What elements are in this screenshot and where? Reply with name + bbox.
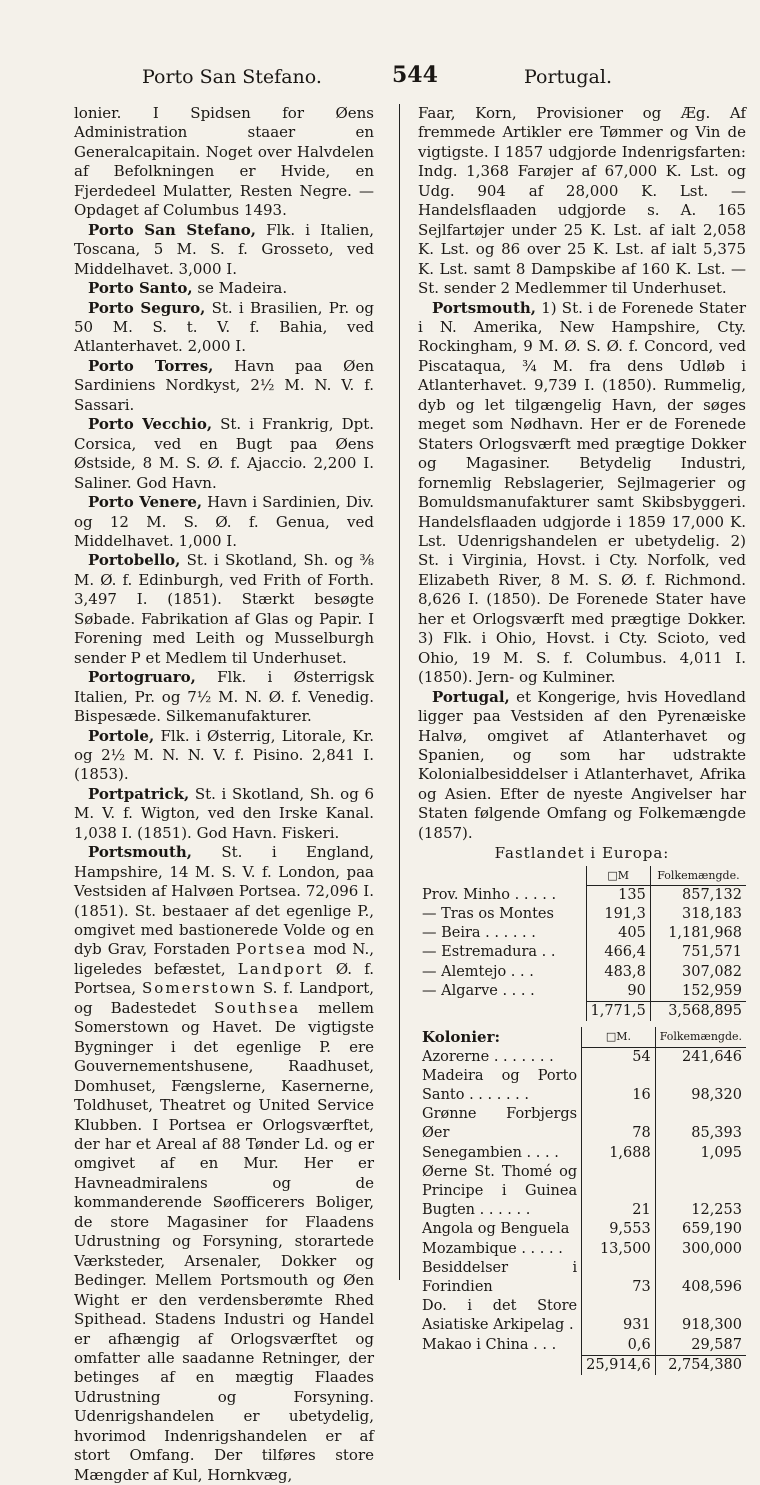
entry-text: Havn i Sardinien, Div. og 12 M. S. Ø. f. Genua, ved Middelhavet. 1,000 I. <box>74 493 374 550</box>
place-portsea: Portsea <box>236 940 308 959</box>
entry-text: mellem Somerstown og Havet. De vigtigste Bygninger i det egenlige P. ere Gouvernementshusene, Raadhuset, Domhuset, Fængslerne, Kasernerne, Toldhuset, Theatret og United Service Klubben. I Portsea er Orlogsværftet, der har et Areal af 88 Tønder Ld. og er omgivet af en Mur. Her er Havneadmiralens og de kommanderende Søofficerers Boliger, de store Magasiner for Flaadens Udrustning og Forsyning, storartede Værksteder, Arsenaler, Dokker og Bedinger. Mellem Portsmouth og Øen Wight er den verdensberømte Rhed Spithead. Stadens Industri og Handel er afhængig af Orlogsværftet og omfatter alle saadanne Retninger, der betinges af en mægtig Flaades Udrustning og Forsyning. Udenrigshandelen er ubetydelig, hvorimod Indenrigshandelen er af stort Omfang. Der tilføres store Mængder af Kul, Hornkvæg, <box>74 998 374 1484</box>
cell-name: — Algarve . . . . <box>422 983 535 1000</box>
table-row <box>418 1297 746 1335</box>
cell-area: 135 <box>586 885 650 905</box>
cell-area: 466,4 <box>586 943 650 962</box>
cell-name: Angola og Benguela <box>422 1221 570 1238</box>
table-total-row <box>418 1355 746 1375</box>
table-europe-title: Fastlandet i Europa: <box>494 844 670 863</box>
entry-text: St. i Skotland, Sh. og ⅜ M. Ø. f. Edinburgh, ved Frith of Forth. 3,497 I. (1851). Stærkt besøgte Søbade. Fabrikation af Glas og Papir. I Forening med Leith og Musselburgh sender P et Medlem til Underhuset. <box>74 551 374 667</box>
cell-area: 13,500 <box>582 1240 656 1259</box>
entry-text: Flk. i Østerrigsk Italien, Pr. og 7½ M. N. Ø. f. Venedig. Bispesæde. Silkemanufakturer. <box>74 668 374 726</box>
left-column <box>74 104 374 1485</box>
entry-headword: Portpatrick, <box>88 784 190 803</box>
running-header <box>74 62 742 94</box>
entry-porto-santo <box>74 279 374 298</box>
cell-area: 90 <box>586 982 650 1002</box>
table-row <box>418 1105 746 1143</box>
entry-portsmouth-america <box>418 299 746 688</box>
table-colonies-title: Kolonier: <box>422 1027 501 1046</box>
cell-area: 483,8 <box>586 963 650 982</box>
table-row <box>418 1047 746 1067</box>
cell-name: Madeira og Porto Santo . . . . . . . <box>422 1067 578 1103</box>
cell-area: 78 <box>582 1105 656 1143</box>
entry-porto-seguro <box>74 299 374 357</box>
cell-pop: 1,095 <box>655 1144 746 1163</box>
header-right: Portugal. <box>523 66 612 88</box>
cell-area: 9,553 <box>582 1220 656 1239</box>
table-row <box>418 1336 746 1356</box>
cell-area: 73 <box>582 1259 656 1297</box>
entry-headword: Portsmouth, <box>88 843 192 862</box>
entry-porto-vecchio <box>74 415 374 493</box>
columns <box>74 104 746 1484</box>
place-somerstown: Somerstown <box>142 979 257 998</box>
entry-text: St. i Brasilien, Pr. og 50 M. S. t. V. f. Bahia, ved Atlanterhavet. 2,000 I. <box>74 298 374 356</box>
table-europe-body <box>418 885 746 1001</box>
entry-headword: Portobello, <box>88 551 181 570</box>
total-population: 3,568,895 <box>650 1002 746 1022</box>
cell-pop: 918,300 <box>655 1297 746 1335</box>
cell-name: Do. i det Store Asiatiske Arkipelag . <box>422 1298 578 1334</box>
entry-headword: Porto Seguro, <box>88 298 206 317</box>
entry-text: Havn paa Øen Sardiniens Nordkyst, 2½ M. N. V. f. Sassari. <box>74 356 374 414</box>
cell-name: Azorerne . . . . . . . <box>422 1048 554 1065</box>
entry-continuation: lonier. I Spidsen for Øens Administration staaer en Generalcapitain. Noget over Halvdelen af Befolkningen er Hvide, en Fjerdedeel Mulatter, Resten Negre. — Opdaget af Columbus 1493. <box>74 104 374 220</box>
entry-text: Ø. f. Portsea, <box>74 959 374 998</box>
cell-pop: 408,596 <box>655 1259 746 1297</box>
place-landport: Landport <box>237 959 324 978</box>
table-header-row <box>418 1027 746 1047</box>
page-number: 544 <box>392 62 438 88</box>
cell-pop: 12,253 <box>655 1163 746 1221</box>
cell-area: 0,6 <box>582 1336 656 1356</box>
table-row <box>418 1144 746 1163</box>
cell-area: 54 <box>582 1047 656 1067</box>
cell-pop: 318,183 <box>650 905 746 924</box>
cell-name: Senegambien . . . . <box>422 1144 559 1161</box>
entry-text: se Madeira. <box>192 279 288 298</box>
cell-area: 16 <box>582 1067 656 1105</box>
cell-name: Makao i China . . . <box>422 1337 557 1354</box>
entry-headword: Porto Santo, <box>88 279 193 298</box>
cell-name: Mozambique . . . . . <box>422 1240 563 1257</box>
cell-pop: 857,132 <box>650 885 746 905</box>
total-population: 2,754,380 <box>655 1355 746 1375</box>
entry-headword: Portugal, <box>432 687 510 706</box>
table-header-row <box>418 866 746 886</box>
cell-name: — Alemtejo . . . <box>422 963 534 980</box>
cell-area: 405 <box>586 924 650 943</box>
cell-pop: 659,190 <box>655 1220 746 1239</box>
header-left: Porto San Stefano. <box>142 66 322 88</box>
cell-area: 191,3 <box>586 905 650 924</box>
entry-headword: Porto Torres, <box>88 356 214 375</box>
table-colonies-body <box>418 1047 746 1355</box>
entry-headword: Porto San Stefano, <box>88 220 256 239</box>
table-row <box>418 1259 746 1297</box>
table-europe <box>418 866 746 1022</box>
cell-name: Grønne Forbjergs Øer <box>422 1106 578 1142</box>
cell-pop: 1,181,968 <box>650 924 746 943</box>
cell-pop: 85,393 <box>655 1105 746 1143</box>
cell-name: Prov. Minho . . . . . <box>422 886 557 903</box>
table-row <box>418 924 746 943</box>
cell-pop: 300,000 <box>655 1240 746 1259</box>
entry-porto-venere <box>74 493 374 551</box>
column-header-population: Folkemængde. <box>655 1027 746 1047</box>
cell-pop: 29,587 <box>655 1336 746 1356</box>
entry-headword: Porto Vecchio, <box>88 415 213 434</box>
table-row <box>418 1240 746 1259</box>
entry-headword: Portole, <box>88 726 155 745</box>
right-column <box>418 104 746 1375</box>
entry-text: Flk. i Østerrig, Litorale, Kr. og 2½ M. N. N. V. f. Pisino. 2,841 I. (1853). <box>74 726 374 784</box>
entry-text: St. i Skotland, Sh. og 6 M. V. f. Wigton, ved den Irske Kanal. 1,038 I. (1851). God Havn. Fiskeri. <box>74 784 374 842</box>
entry-portsmouth-england <box>74 843 374 1485</box>
entry-portobello <box>74 551 374 668</box>
cell-pop: 98,320 <box>655 1067 746 1105</box>
entry-portole <box>74 727 374 785</box>
entry-continuation: Faar, Korn, Provisioner og Æg. Af fremmede Artikler ere Tømmer og Vin de vigtigste. I 1857 udgjorde Indenrigsfarten: Indg. 1,368 Farøjer af 67,000 K. Lst. og Udg. 904 af 28,000 K. Lst. — Handelsflaaden udgjorde s. A. 165 Sejlfartøjer under 25 K. Lst. af ialt 2,058 K. Lst. og 86 over 25 K. Lst. af ialt 5,375 K. Lst. samt 8 Dampskibe af 160 K. Lst. — St. sender 2 Medlemmer til Underhuset. <box>418 104 746 298</box>
total-area: 1,771,5 <box>586 1002 650 1022</box>
entry-portugal <box>418 688 746 844</box>
table-row <box>418 1220 746 1239</box>
cell-name: — Beira . . . . . . <box>422 925 536 942</box>
entry-text: mod N., ligeledes befæstet, <box>74 940 374 978</box>
table-row <box>418 1163 746 1221</box>
entry-text: S. f. Landport, og Badestedet <box>74 979 374 1017</box>
table-total-row <box>418 1002 746 1022</box>
cell-area: 1,688 <box>582 1144 656 1163</box>
entry-text: et Kongerige, hvis Hovedland ligger paa Vestsiden af den Pyrenæiske Halvø, omgivet af Atlanterhavet og Spanien, og som har udstrakte Kolonialbesiddelser i Atlanterhavet, Afrika og Asien. Efter de nyeste Angivelser har Staten følgende Omfang og Folkemængde (1857). <box>418 687 746 842</box>
cell-pop: 152,959 <box>650 982 746 1002</box>
place-southsea: Southsea <box>214 998 301 1017</box>
entry-headword: Portsmouth, <box>432 298 536 317</box>
cell-pop: 307,082 <box>650 963 746 982</box>
entry-porto-san-stefano <box>74 221 374 279</box>
cell-name: — Tras os Montes <box>422 906 554 923</box>
table-row <box>418 1067 746 1105</box>
table-row <box>418 905 746 924</box>
column-header-area: □M <box>586 866 650 886</box>
table-colonies <box>418 1027 746 1375</box>
total-area: 25,914,6 <box>582 1355 656 1375</box>
entry-headword: Porto Venere, <box>88 493 203 512</box>
entry-porto-torres <box>74 357 374 415</box>
column-header-population: Folkemængde. <box>650 866 746 886</box>
cell-name: Øerne St. Thomé og Principe i Guinea Bugten . . . . . . <box>422 1163 578 1219</box>
table-row <box>418 885 746 905</box>
cell-pop: 241,646 <box>655 1047 746 1067</box>
table-row <box>418 963 746 982</box>
cell-name: Besiddelser i Forindien <box>422 1259 578 1295</box>
entry-text: 1) St. i de Forenede Stater i N. Amerika, New Hampshire, Cty. Rockingham, 9 M. Ø. S. Ø. f. Concord, ved Piscataqua, ¾ M. fra dens Udløb i Atlanterhavet. 9,739 I. (1850). Rummelig, dyb og let tilgængelig Havn, der søges meget som Nødhavn. Her er de Forenede Staters Orlogsværft med prægtige Dokker og Magasiner. Betydelig Industri, fornemlig Rebslagerier, Sejlmagerier og Bomuldsmanufakturer samt Skibsbyggeri. Handelsflaaden udgjorde i 1859 17,000 K. Lst. Udenrigshandelen er ubetydelig. 2) St. i Virginia, Hovst. i Cty. Norfolk, ved Elizabeth River, 8 M. S. Ø. f. Richmond. 8,626 I. (1850). De Forenede Stater have her et Orlogsværft med prægtige Dokker. 3) Flk. i Ohio, Hovst. i Cty. Scioto, ved Ohio, 19 M. S. f. Columbus. 4,011 I. (1850). Jern- og Kulminer. <box>418 298 746 687</box>
cell-pop: 751,571 <box>650 943 746 962</box>
table-row <box>418 943 746 962</box>
cell-name: — Estremadura . . <box>422 944 556 961</box>
entry-text: Flk. i Italien, Toscana, 5 M. S. f. Grosseto, ved Middelhavet. 3,000 I. <box>74 220 374 278</box>
column-header-area: □M. <box>582 1027 656 1047</box>
cell-area: 931 <box>582 1297 656 1335</box>
cell-area: 21 <box>582 1163 656 1221</box>
table-row <box>418 982 746 1002</box>
entry-text: St. i Frankrig, Dpt. Corsica, ved en Bugt paa Øens Østside, 8 M. S. Ø. f. Ajaccio. 2,200 I. Saliner. God Havn. <box>74 415 374 492</box>
entry-portpatrick <box>74 785 374 843</box>
column-divider <box>399 104 400 1280</box>
entry-portogruaro <box>74 668 374 726</box>
entry-headword: Portogruaro, <box>88 668 196 687</box>
entry-text: St. i England, Hampshire, 14 M. S. V. f. London, paa Vestsiden af Halvøen Portsea. 72,096 I. (1851). St. bestaaer af det egenlige P., omgivet med bastionerede Volde og en dyb Grav, Forstaden <box>74 843 374 959</box>
